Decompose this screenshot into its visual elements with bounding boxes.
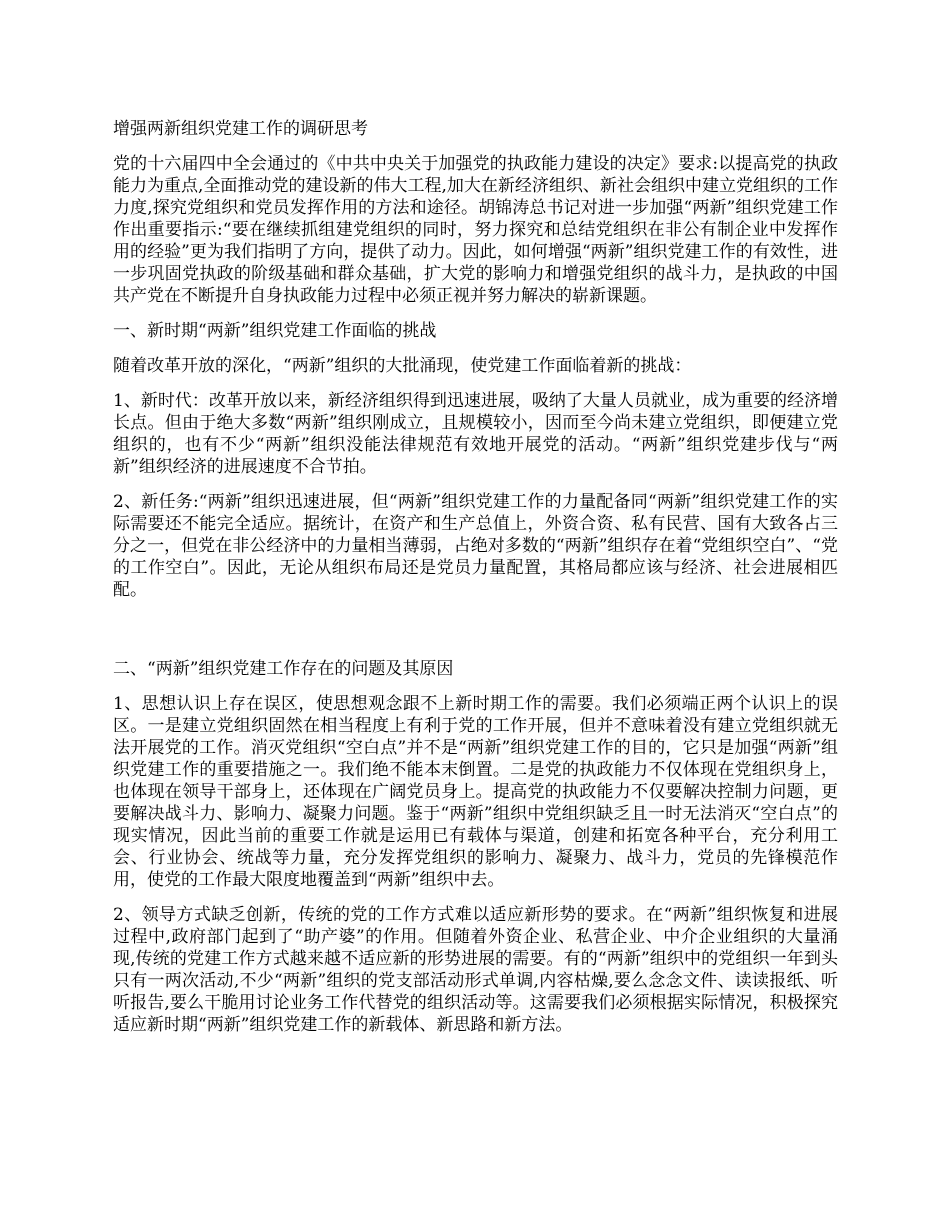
section-1-heading: 一、新时期“两新”组织党建工作面临的挑战	[113, 321, 437, 341]
section-2-item-1-paragraph: 1、思想认识上存在误区，使思想观念跟不上新时期工作的需要。我们必须端正两个认识上的误区。一是建立党组织固然在相当程度上有利于党的工作开展，但并不意味着没有建立党组织就无法开展党的工作。消灭党组织“空白点”并不是“两新”组织党建工作的目的，它只是加强“两新”组织党建工作的重要措施之一。我们绝不能本末倒置。二是党的执政能力不仅体现在党组织身上，也体现在领导干部身上，还体现在广阔党员身上。提高党的执政能力不仅要解决控制力问题，更要解决战斗力、影响力、凝聚力问题。鉴于“两新”组织中党组织缺乏且一时无法消灭“空白点”的现实情况，因此当前的重要工作就是运用已有载体与渠道，创建和拓宽各种平台，充分利用工会、行业协会、统战等力量，充分发挥党组织的影响力、凝聚力、战斗力，党员的先锋模范作用，使党的工作最大限度地覆盖到“两新”组织中去。	[113, 694, 838, 890]
document-title: 增强两新组织党建工作的调研思考	[113, 119, 368, 139]
intro-paragraph: 党的十六届四中全会通过的《中共中央关于加强党的执政能力建设的决定》要求:以提高党的执政能力为重点,全面推动党的建设新的伟大工程,加大在新经济组织、新社会组织中建立党组织的工作力度,探究党组织和党员发挥作用的方法和途径。胡锦涛总书记对进一步加强“两新”组织党建工作作出重要指示:“要在继续抓组建党组织的同时，努力探究和总结党组织在非公有制企业中发挥作用的经验”更为我们指明了方向，提供了动力。因此，如何增强“两新”组织党建工作的有效性，进一步巩固党执政的阶级基础和群众基础，扩大党的影响力和增强党组织的战斗力，是执政的中国共产党在不断提升自身执政能力过程中必须正视并努力解决的崭新课题。	[113, 154, 838, 306]
document-page	[113, 118, 838, 1049]
section-1-lead-paragraph: 随着改革开放的深化，“两新”组织的大批涌现，使党建工作面临着新的挑战：	[113, 356, 692, 376]
section-2-heading: 二、“两新”组织党建工作存在的问题及其原因	[113, 659, 454, 679]
section-2-item-2-paragraph: 2、领导方式缺乏创新，传统的党的工作方式难以适应新形势的要求。在“两新”组织恢复和进展过程中,政府部门起到了“助产婆”的作用。但随着外资企业、私营企业、中介企业组织的大量涌现,传统的党建工作方式越来越不适应新的形势进展的需要。有的“两新”组织中的党组织一年到头只有一两次活动,不少“两新”组织的党支部活动形式单调,内容枯燥,要么念念文件、读读报纸、听听报告,要么干脆用讨论业务工作代替党的组织活动等。这需要我们必须根据实际情况，积极探究适应新时期“两新”组织党建工作的新载体、新思路和新方法。	[113, 905, 838, 1035]
section-spacer	[113, 614, 838, 658]
section-1-item-2-paragraph: 2、新任务:“两新”组织迅速进展，但“两新”组织党建工作的力量配备同“两新”组织党建工作的实际需要还不能完全适应。据统计，在资产和生产总值上，外资合资、私有民营、国有大致各占三分之一，但党在非公经济中的力量相当薄弱，占绝对多数的“两新”组织存在着“党组织空白”、“党的工作空白”。因此，无论从组织布局还是党员力量配置，其格局都应该与经济、社会进展相匹配。	[113, 492, 838, 600]
section-1-item-1-paragraph: 1、新时代：改革开放以来，新经济组织得到迅速进展，吸纳了大量人员就业，成为重要的经济增长点。但由于绝大多数“两新”组织刚成立，且规模较小，因而至今尚未建立党组织，即便建立党组织的，也有不少“两新”组织没能法律规范有效地开展党的活动。“两新”组织党建步伐与“两新”组织经济的进展速度不合节拍。	[113, 391, 838, 477]
